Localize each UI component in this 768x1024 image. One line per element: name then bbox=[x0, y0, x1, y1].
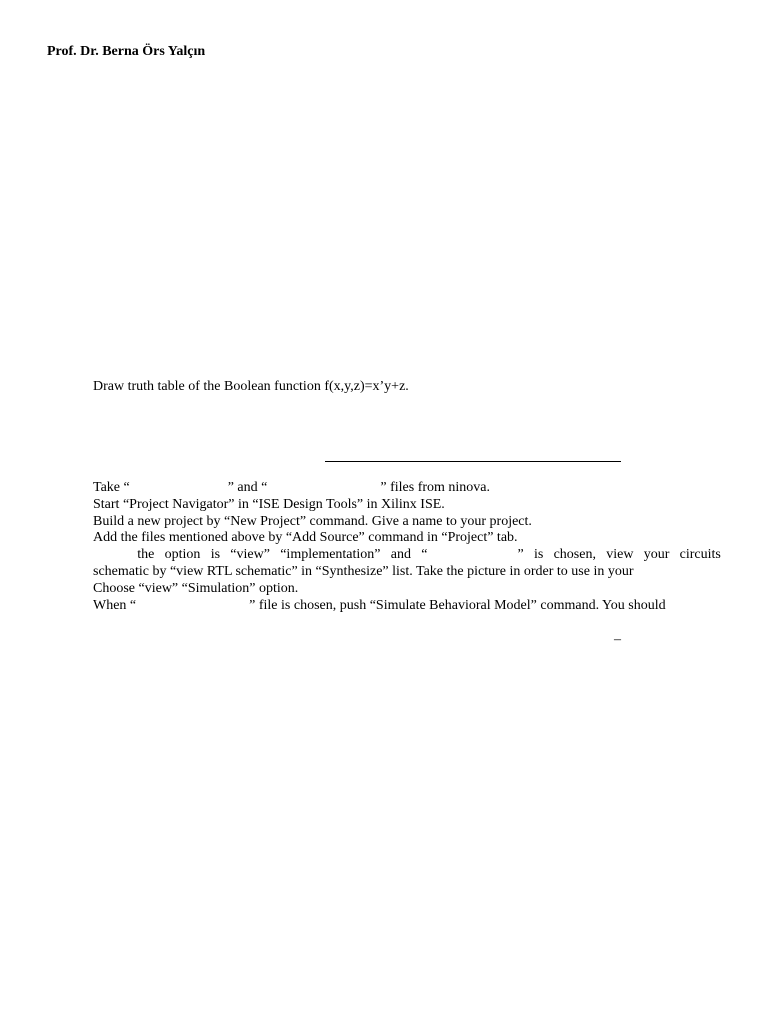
step-build-project: Build a new project by “New Project” command. Give a name to your project. bbox=[93, 513, 532, 529]
step-add-source: Add the files mentioned above by “Add Source” command in “Project” tab. bbox=[93, 530, 518, 546]
step-choose-simulation: Choose “view” “Simulation” option. bbox=[93, 580, 299, 596]
procedure-steps bbox=[93, 480, 721, 614]
trailing-dash: – bbox=[614, 632, 621, 647]
step-view-implementation: the option is “view” “implementation” and “ ” is chosen, view your circuits bbox=[137, 547, 721, 563]
step-view-schematic: schematic by “view RTL schematic” in “Synthesize” list. Take the picture in order to use in your bbox=[93, 563, 634, 579]
step-take-files: Take “ ” and “ ” files from ninova. bbox=[93, 480, 491, 495]
author-name: Prof. Dr. Berna Örs Yalçın bbox=[47, 44, 206, 59]
answer-underline bbox=[325, 461, 621, 462]
step-simulate: When “ ” file is chosen, push “Simulate Behavioral Model” command. You should bbox=[93, 597, 666, 613]
step-start-navigator: Start “Project Navigator” in “ISE Design Tools” in Xilinx ISE. bbox=[93, 496, 445, 512]
exercise-task: Draw truth table of the Boolean function f(x,y,z)=x’y+z. bbox=[93, 379, 409, 394]
